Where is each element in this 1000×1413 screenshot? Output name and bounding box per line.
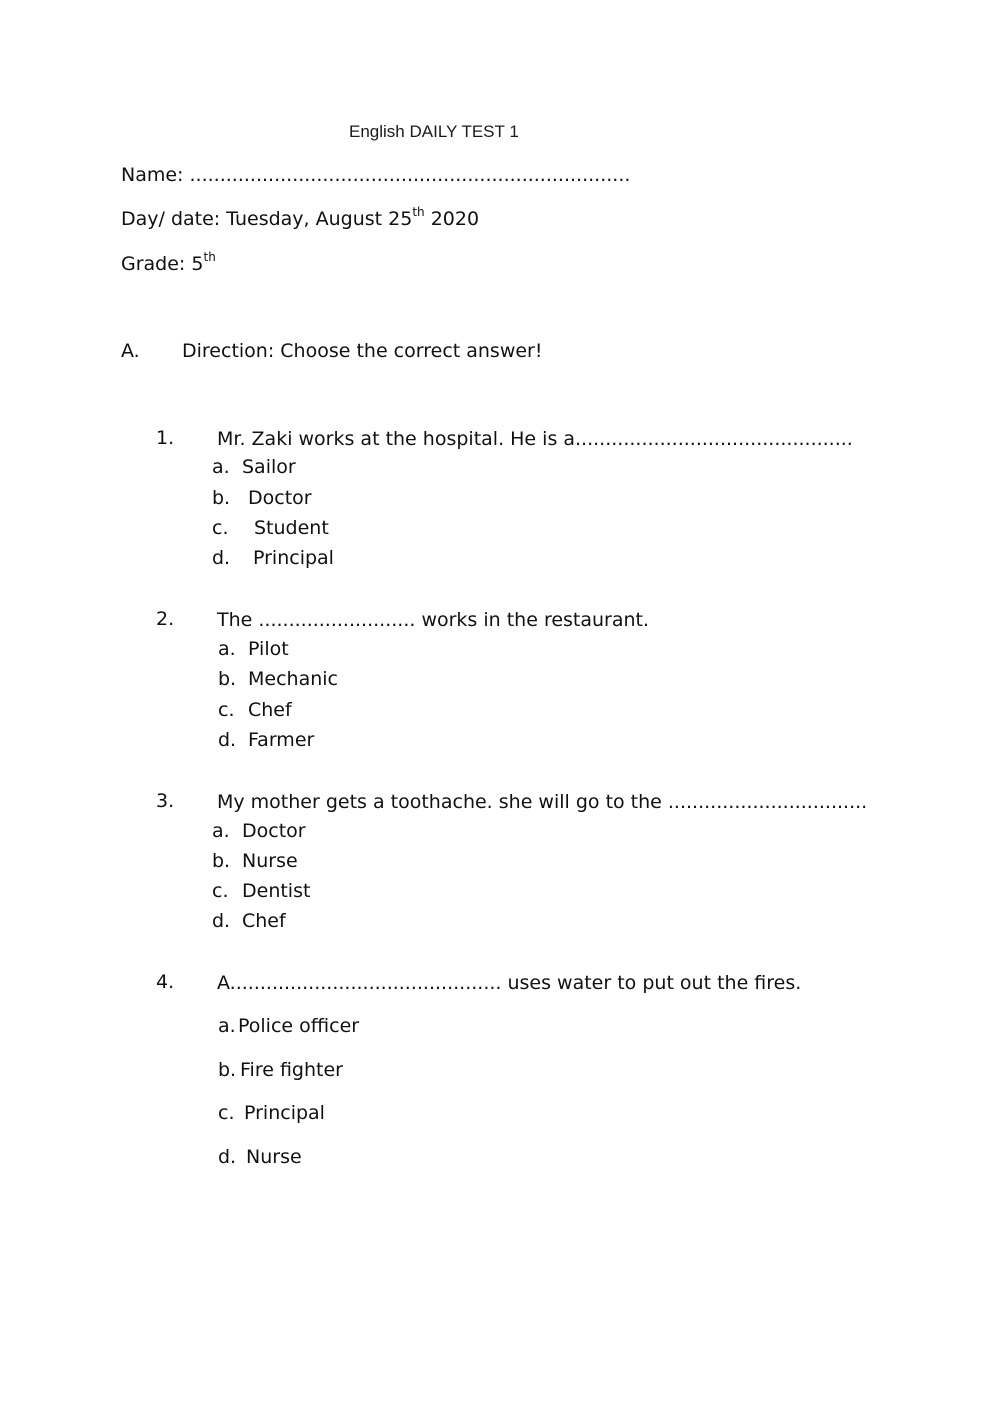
option-item[interactable] — [212, 487, 312, 509]
date-superscript: th — [412, 204, 425, 219]
option-text: Chef — [242, 910, 286, 932]
option-text: Principal — [253, 547, 334, 569]
option-letter: d. — [218, 1146, 237, 1168]
grade-label: Grade: — [121, 253, 186, 275]
option-letter: b. — [212, 487, 231, 509]
option-item[interactable] — [218, 1059, 343, 1081]
date-value: Tuesday, August 25 — [226, 208, 413, 230]
option-letter: a. — [212, 820, 230, 842]
option-text: Mechanic — [248, 668, 338, 690]
option-text: Dentist — [242, 880, 311, 902]
option-letter: a. — [212, 456, 230, 478]
section-letter: A. — [121, 340, 140, 362]
option-letter: c. — [218, 699, 235, 721]
grade-value: 5 — [191, 253, 204, 275]
option-item[interactable] — [218, 1015, 359, 1037]
option-text: Nurse — [242, 850, 298, 872]
grade-superscript: th — [203, 249, 216, 264]
question-number: 2. — [156, 608, 175, 630]
option-letter: d. — [212, 547, 231, 569]
option-item[interactable] — [212, 547, 334, 569]
option-item[interactable] — [218, 699, 292, 721]
option-text: Student — [254, 517, 329, 539]
option-letter: c. — [212, 517, 229, 539]
option-text: Police officer — [238, 1015, 360, 1037]
option-item[interactable] — [212, 880, 310, 902]
option-item[interactable] — [212, 456, 296, 478]
option-item[interactable] — [218, 729, 314, 751]
option-text: Sailor — [242, 456, 296, 478]
option-text: Doctor — [248, 487, 312, 509]
option-item[interactable] — [218, 1102, 325, 1124]
grade-line — [121, 249, 216, 276]
question-number: 1. — [156, 427, 175, 449]
name-blank[interactable]: ......................................................................... — [189, 164, 631, 186]
option-letter: d. — [218, 729, 237, 751]
option-letter: b. — [218, 668, 237, 690]
option-text: Chef — [248, 699, 292, 721]
option-item[interactable] — [212, 820, 306, 842]
date-line — [121, 204, 480, 231]
option-item[interactable] — [212, 850, 298, 872]
question-text: Mr. Zaki works at the hospital. He is a.............................................. — [217, 428, 853, 450]
section-direction: Direction: Choose the correct answer! — [182, 340, 543, 362]
option-item[interactable] — [212, 517, 329, 539]
page-title: English DAILY TEST 1 — [349, 122, 519, 141]
question-text: A............................................. uses water to put out the fires. — [217, 972, 802, 994]
name-line — [121, 163, 630, 187]
option-item[interactable] — [218, 668, 338, 690]
option-item[interactable] — [218, 1146, 302, 1168]
option-letter: a. — [218, 638, 236, 660]
option-letter: c. — [218, 1102, 235, 1124]
option-letter: a. — [218, 1015, 236, 1037]
name-label: Name: — [121, 164, 184, 186]
question-number: 3. — [156, 790, 175, 812]
option-item[interactable] — [218, 638, 289, 660]
option-text: Farmer — [248, 729, 315, 751]
option-letter: c. — [212, 880, 229, 902]
question-text: My mother gets a toothache. she will go to the ................................. — [217, 791, 868, 813]
option-text: Fire fighter — [240, 1059, 343, 1081]
question-number: 4. — [156, 971, 175, 993]
option-letter: b. — [212, 850, 231, 872]
option-text: Pilot — [248, 638, 289, 660]
option-letter: d. — [212, 910, 231, 932]
question-text: The .......................... works in the restaurant. — [217, 609, 650, 631]
option-text: Principal — [244, 1102, 325, 1124]
option-text: Doctor — [242, 820, 306, 842]
option-text: Nurse — [246, 1146, 302, 1168]
option-item[interactable] — [212, 910, 286, 932]
date-label: Day/ date: — [121, 208, 221, 230]
option-letter: b. — [218, 1059, 237, 1081]
date-year: 2020 — [430, 208, 480, 230]
